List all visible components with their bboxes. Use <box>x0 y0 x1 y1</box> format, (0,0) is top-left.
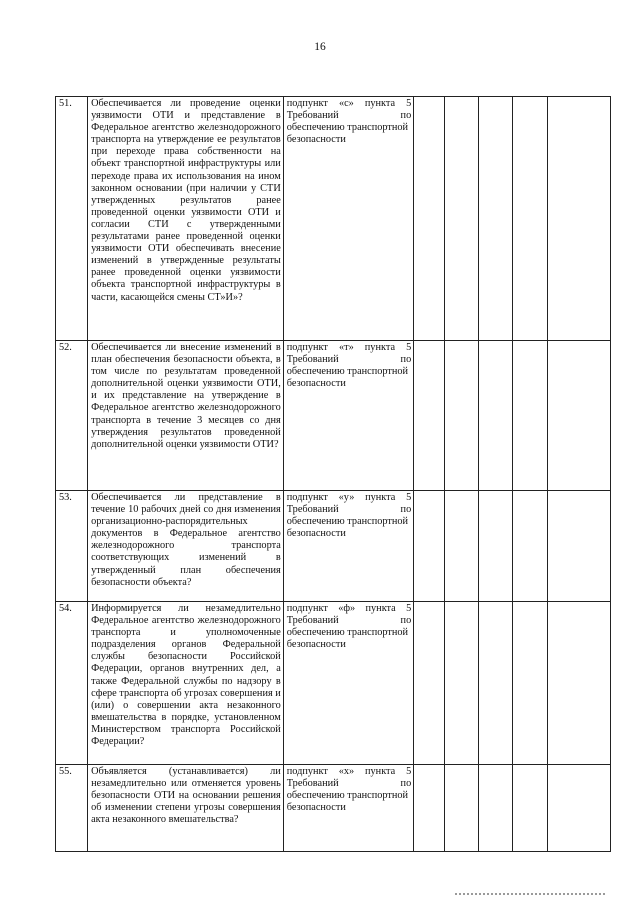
answer-na-cell[interactable] <box>479 765 512 852</box>
answer-extra-cell[interactable] <box>512 491 547 602</box>
answer-yes-cell[interactable] <box>414 765 445 852</box>
table-row <box>56 341 611 491</box>
question-text: Информируется ли незамедлительно Федеральное агентство железнодорожного транспорта и уполномоченные подразделения органов Федеральной службы безопасности Российской Федерации, органов внутренних дел, а также Федеральной службы по надзору в сфере транспорта об угрозах совершения и (или) о совершении акта незаконного вмешательства в порядке, установленном Министерством транспорта Российской Федерации? <box>88 602 284 765</box>
row-number: 52. <box>56 341 88 491</box>
answer-na-cell[interactable] <box>479 491 512 602</box>
notes-cell[interactable] <box>547 491 610 602</box>
table-row <box>56 491 611 602</box>
notes-cell[interactable] <box>547 602 610 765</box>
question-text: Обеспечивается ли проведение оценки уязвимости ОТИ и представление в Федеральное агентство железнодорожного транспорта на утверждение ее результатов при переходе права собственности на объект транспортной инфраструктуры или переходе права их использования на ином законном основании (при наличии у СТИ утвержденных результатов ранее проведенной оценки уязвимости ОТИ и согласии СТИ с утвержденными результатами ранее проведенной оценки уязвимости ОТИ обеспечивать внесение изменений в утвержденные результаты ранее проведенной оценки уязвимости объекта транспортной инфраструктуры в части, касающейся смены СТ»И»? <box>88 97 284 341</box>
reference-subject: обеспечению транспортной безопасности <box>286 627 409 651</box>
answer-yes-cell[interactable] <box>414 97 445 341</box>
reference-subject: обеспечению транспортной безопасности <box>286 366 409 390</box>
row-number: 55. <box>56 765 88 852</box>
answer-extra-cell[interactable] <box>512 765 547 852</box>
reference-document: Требований по <box>286 504 412 516</box>
requirement-reference <box>283 602 413 765</box>
reference-clause: подпункт «ф» пункта 5 <box>286 603 412 614</box>
reference-clause: подпункт «х» пункта 5 <box>286 766 412 777</box>
answer-extra-cell[interactable] <box>512 97 547 341</box>
answer-no-cell[interactable] <box>445 765 479 852</box>
reference-clause: подпункт «у» пункта 5 <box>286 492 412 503</box>
question-text: Объявляется (устанавливается) ли незамедлительно или отменяется уровень безопасности ОТИ на основании решения об изменении степени угрозы совершения акта незаконного вмешательства? <box>88 765 284 852</box>
reference-subject: обеспечению транспортной безопасности <box>286 122 409 146</box>
reference-document: Требований по <box>286 615 412 627</box>
reference-subject: обеспечению транспортной безопасности <box>286 516 409 540</box>
row-number: 54. <box>56 602 88 765</box>
reference-clause: подпункт «с» пункта 5 <box>286 98 412 109</box>
notes-cell[interactable] <box>547 97 610 341</box>
row-number: 53. <box>56 491 88 602</box>
answer-no-cell[interactable] <box>445 97 479 341</box>
answer-yes-cell[interactable] <box>414 602 445 765</box>
question-text: Обеспечивается ли внесение изменений в план обеспечения безопасности объекта, в том числе по результатам проведенной дополнительной оценки уязвимости ОТИ, и их представление на утверждение в Федеральное агентство железнодорожного транспорта в течение 3 месяцев со дня утверждения результатов проведенной дополнительной оценки уязвимости ОТИ? <box>88 341 284 491</box>
scan-artifact-divider <box>455 893 605 899</box>
reference-document: Требований по <box>286 110 412 122</box>
reference-subject: обеспечению транспортной безопасности <box>286 790 409 814</box>
requirement-reference <box>283 97 413 341</box>
answer-extra-cell[interactable] <box>512 602 547 765</box>
answer-no-cell[interactable] <box>445 491 479 602</box>
answer-no-cell[interactable] <box>445 602 479 765</box>
table-row <box>56 97 611 341</box>
answer-no-cell[interactable] <box>445 341 479 491</box>
table-row <box>56 602 611 765</box>
notes-cell[interactable] <box>547 765 610 852</box>
answer-extra-cell[interactable] <box>512 341 547 491</box>
answer-na-cell[interactable] <box>479 341 512 491</box>
notes-cell[interactable] <box>547 341 610 491</box>
reference-document: Требований по <box>286 354 412 366</box>
page-number: 16 <box>314 41 326 53</box>
reference-document: Требований по <box>286 778 412 790</box>
answer-yes-cell[interactable] <box>414 341 445 491</box>
reference-clause: подпункт «т» пункта 5 <box>286 342 412 353</box>
checklist-table <box>55 96 611 852</box>
answer-yes-cell[interactable] <box>414 491 445 602</box>
requirement-reference <box>283 765 413 852</box>
table-row <box>56 765 611 852</box>
requirement-reference <box>283 341 413 491</box>
question-text: Обеспечивается ли представление в течение 10 рабочих дней со дня изменения организационно-распорядительных документов в Федеральное агентство железнодорожного транспорта соответствующих изменений в утвержденный план обеспечения безопасности объекта? <box>88 491 284 602</box>
answer-na-cell[interactable] <box>479 97 512 341</box>
requirement-reference <box>283 491 413 602</box>
answer-na-cell[interactable] <box>479 602 512 765</box>
row-number: 51. <box>56 97 88 341</box>
